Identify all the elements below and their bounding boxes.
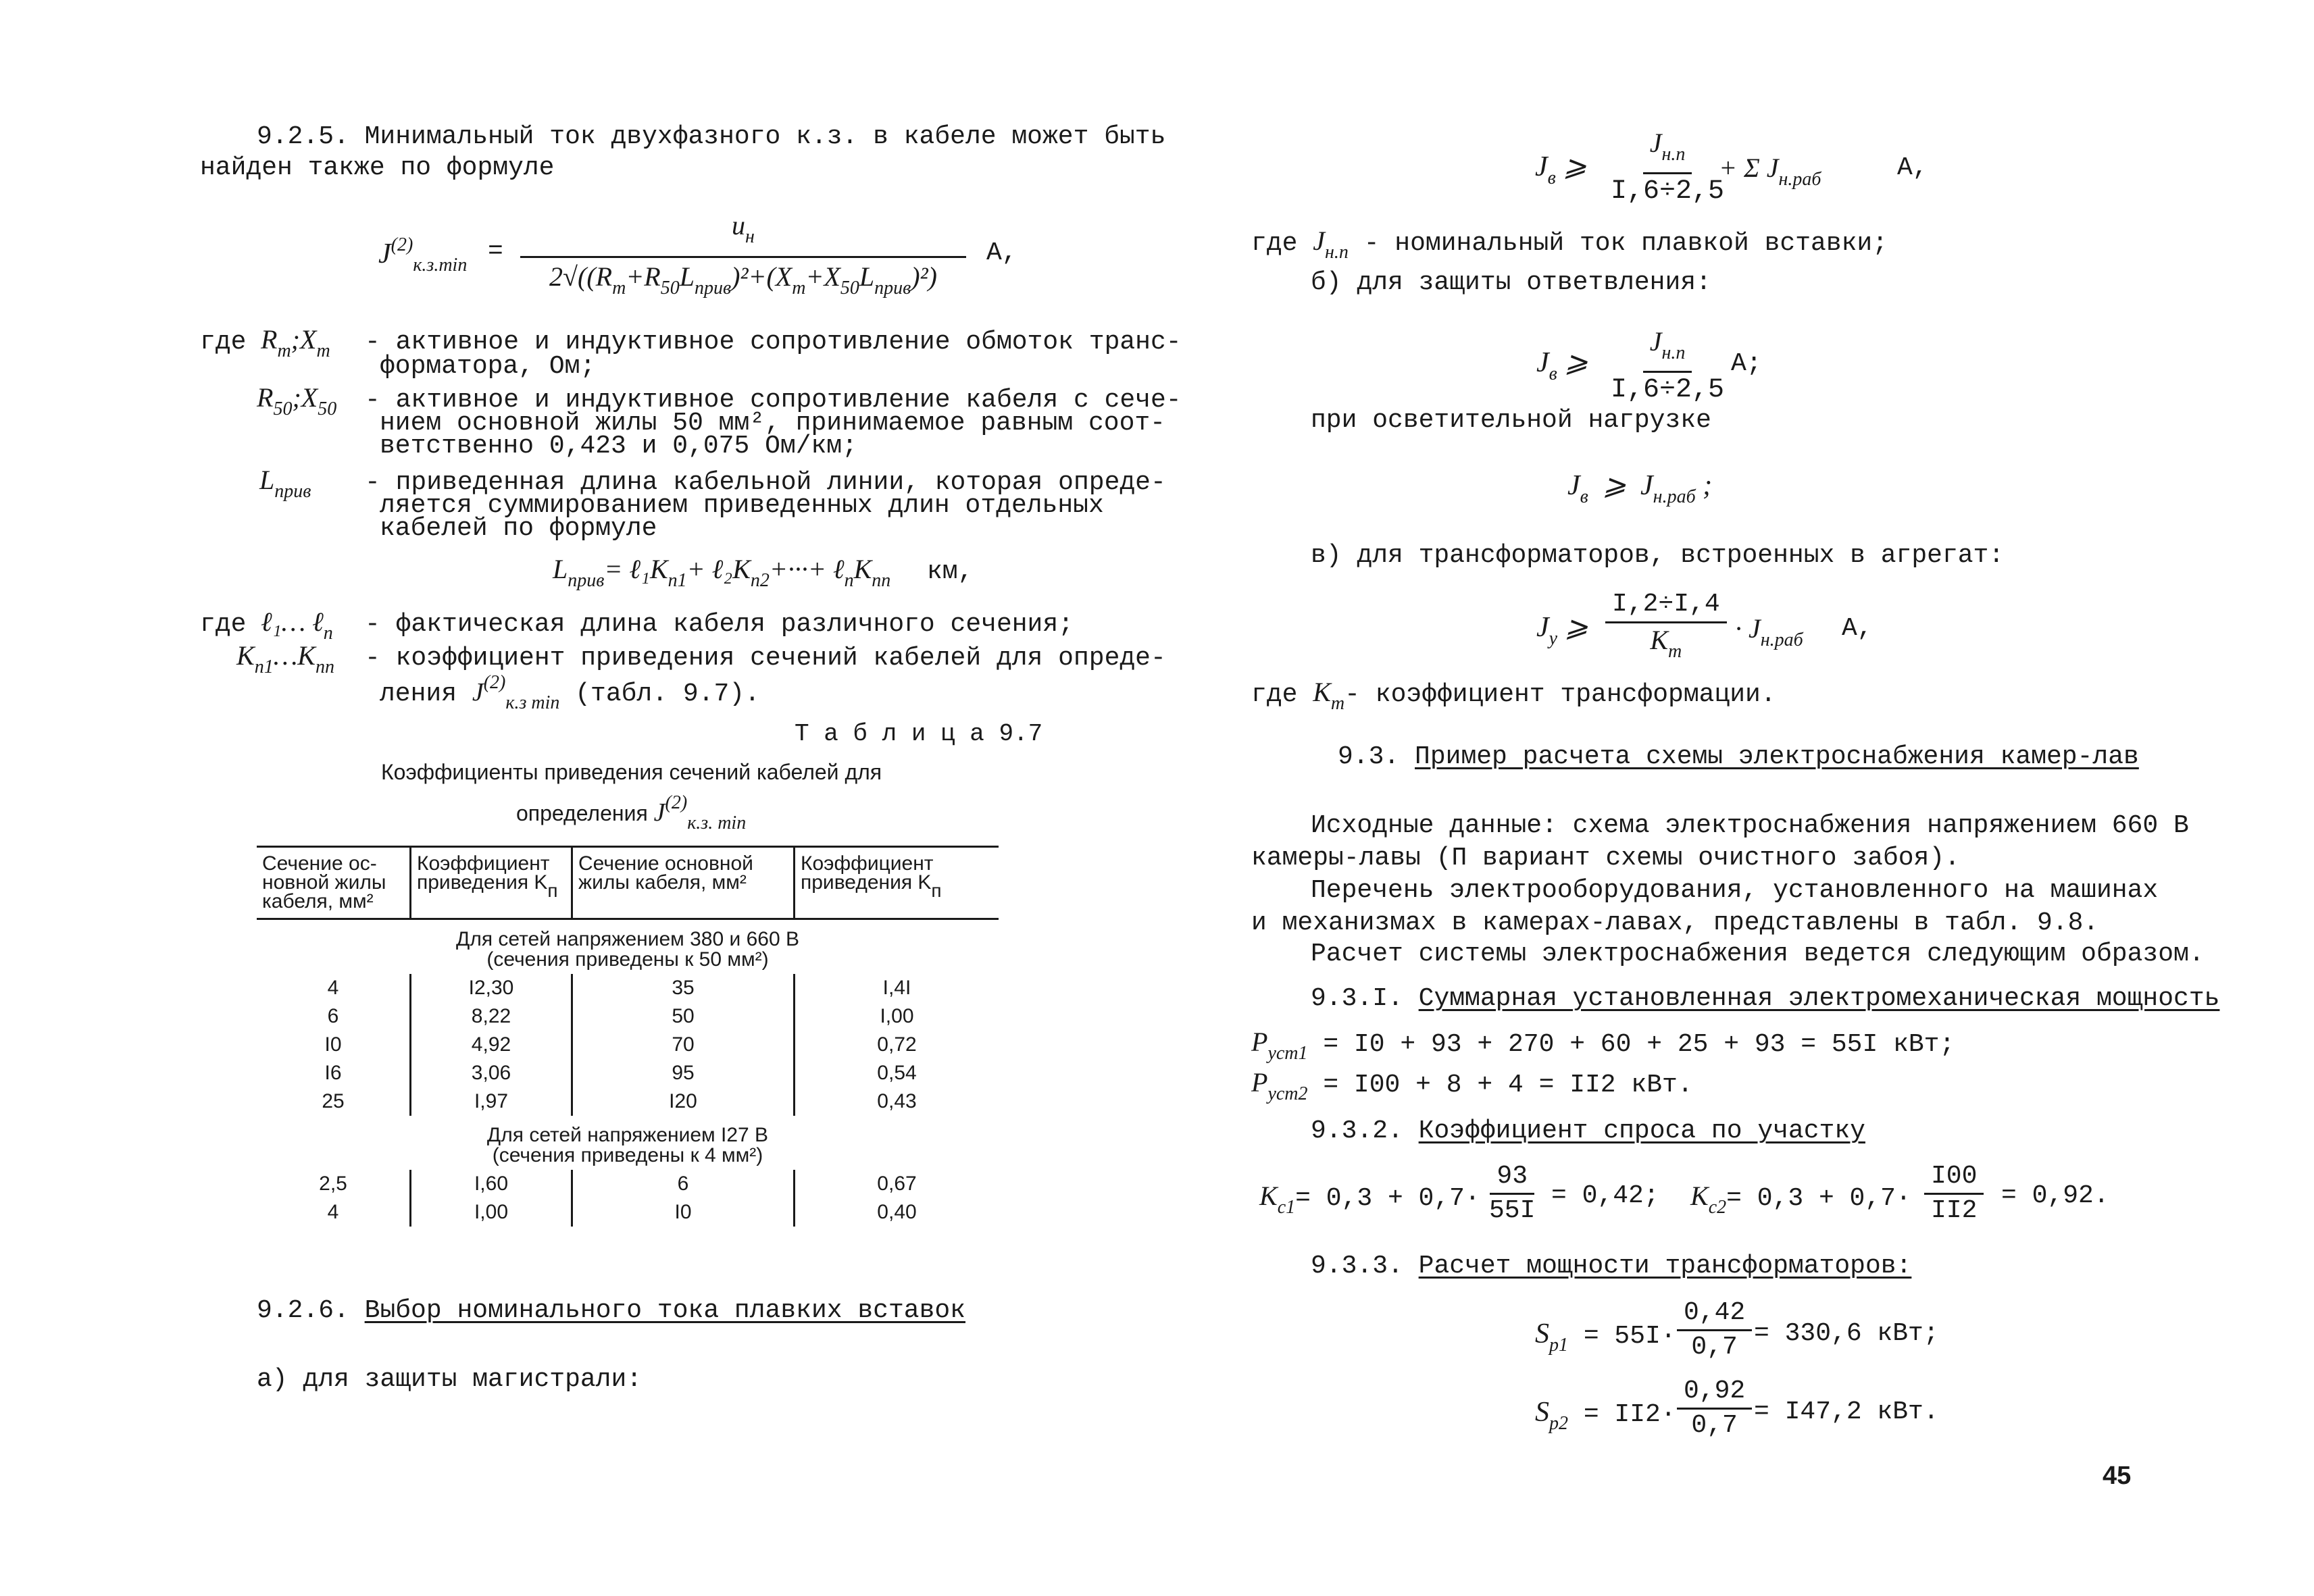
d4-line1: - фактическая длина кабеля различного сечения; — [365, 610, 1074, 639]
f11-result: = 330,6 кВт; — [1754, 1319, 1939, 1348]
p3-line1: Расчет системы электроснабжения ведется следующим образом. — [1311, 939, 2205, 969]
section-2-heading: Для сетей напряжением I27 В (сечения приведены к 4 мм²) — [486, 1124, 769, 1166]
d3-symbol: $L_{прив}$ — [259, 465, 311, 502]
d5-symbol: $K_{п1}\dots K_{пn}$ — [236, 640, 334, 677]
table-cell: 70 — [572, 1031, 795, 1059]
table-cell: I0 — [324, 1033, 342, 1056]
f1-num-sub: н — [745, 226, 755, 247]
where-3: где $J_{н.п}$ - номинальный ток плавкой вставки; — [1251, 226, 1888, 263]
table-cell: 0,54 — [795, 1059, 999, 1087]
d1-symbol: $R_т;X_т$ — [261, 324, 330, 361]
s933-heading: 9.3.3. Расчет мощности трансформаторов: — [1311, 1252, 1912, 1281]
d1-line1: - активное и индуктивное сопротивление обмоток транс- — [365, 328, 1182, 357]
table-cell: 25 — [322, 1090, 345, 1112]
table-cell: 3,06 — [411, 1059, 572, 1087]
f10-result: = 0,92. — [2001, 1181, 2109, 1210]
table-cell: 95 — [572, 1059, 795, 1087]
coefficient-table — [257, 846, 999, 1227]
table-cell: 0,72 — [795, 1031, 999, 1059]
table-cell: 4 — [327, 977, 339, 999]
formula-iv-light: $J_в$ ⩾ $J_{н.раб}$ ; — [1567, 470, 1713, 507]
table-cell: 4,92 — [411, 1031, 572, 1059]
d2-line2: нием основной жилы 50 мм², принимаемое равным соот- — [380, 409, 1165, 438]
table-row — [257, 1170, 999, 1198]
d5-line1: - коэффициент приведения сечений кабелей для опреде- — [365, 644, 1166, 673]
p925-line2: найден также по формуле — [200, 153, 555, 182]
d5-line2: ления $J^{(2)}_{к.з min}$ (табл. 9.7). — [380, 672, 760, 713]
p925-line1: 9.2.5. Минимальный ток двухфазного к.з. в кабеле может быть — [257, 122, 1166, 151]
formula-pust2: $P_{уст2} = I00 + 8 + 4 = II2$ кВт. — [1251, 1067, 1693, 1104]
formula-lpriv: $L_{прив}=$ $\ell_1K_{п1}+$ $\ell_2K_{п2}+\cdot\cdot\cdot+$ $\ell_nK_{пn}$ — [553, 554, 891, 591]
header-coeff-1: Коэффициент приведения Kп — [411, 847, 572, 919]
header-section-2: Сечение основной жилы кабеля, мм² — [572, 847, 795, 919]
page-number: 45 — [2103, 1462, 2132, 1490]
header-coeff-2: Коэффициент приведения Kп — [795, 847, 999, 919]
table-cell: I0 — [572, 1198, 795, 1227]
table-row — [257, 974, 999, 1002]
p926-heading: 9.2.6. Выбор номинального тока плавких вставок — [257, 1296, 965, 1325]
f1-sup: (2) — [391, 234, 413, 255]
p2-line1: Перечень электрооборудования, установленного на машинах — [1311, 876, 2159, 905]
table-cell: I,00 — [795, 1002, 999, 1031]
f2-unit: км, — [927, 557, 974, 586]
table-row — [257, 1031, 999, 1059]
p2-line2: и механизмах в камерах-лавах, представлены в табл. 9.8. — [1251, 908, 2099, 937]
d4-symbol: ℓ₁… ℓ$_n$ — [261, 607, 333, 644]
table-row — [257, 1059, 999, 1087]
where-1: где — [200, 328, 247, 357]
table-cell: 4 — [327, 1201, 339, 1223]
table-cell: I20 — [572, 1087, 795, 1116]
s931-heading: 9.3.I. Суммарная установленная электромеханическая мощность — [1311, 984, 2220, 1013]
d2-line1: - активное и индуктивное сопротивление кабеля с сече- — [365, 386, 1182, 415]
d3-line1: - приведенная длина кабельной линии, которая опреде- — [365, 468, 1166, 497]
table-cell: I2,30 — [411, 974, 572, 1002]
table-cell: I6 — [324, 1062, 342, 1084]
table-cell: 8,22 — [411, 1002, 572, 1031]
f1-sub: к.з.min — [413, 255, 468, 276]
table-row — [257, 1087, 999, 1116]
p926-item-a: а) для защиты магистрали: — [257, 1365, 643, 1394]
table-cell: 0,40 — [795, 1198, 999, 1227]
f1-unit: A, — [986, 238, 1017, 267]
f1-num: u — [732, 210, 746, 240]
where-2: где — [200, 610, 247, 639]
d1-line2: форматора, Ом; — [380, 352, 596, 381]
table-cell: 35 — [572, 974, 795, 1002]
table-row — [257, 1002, 999, 1031]
light-load: при осветительной нагрузке — [1311, 406, 1711, 435]
table-body — [257, 919, 999, 1227]
table-cell: I,97 — [411, 1087, 572, 1116]
table-row — [257, 1198, 999, 1227]
table-cell: 0,67 — [795, 1170, 999, 1198]
f3-unit: A, — [1897, 153, 1928, 182]
p1-line1: Исходные данные: схема электроснабжения напряжением 660 В — [1311, 811, 2189, 840]
section-1-heading: Для сетей напряжением 380 и 660 В (сечения приведены к 50 мм²) — [456, 928, 799, 971]
s93-heading: 9.3. Пример расчета схемы электроснабжения камер-лав — [1338, 742, 2139, 771]
header-section-1: Сечение ос- новной жилы кабеля, мм² — [257, 847, 411, 919]
s932-heading: 9.3.2. Коэффициент спроса по участку — [1311, 1116, 1865, 1145]
table-label: Т а б л и ц а 9.7 — [795, 720, 1043, 748]
table-cell: 0,43 — [795, 1087, 999, 1116]
f6-unit: A, — [1842, 614, 1873, 643]
table-cell: 50 — [572, 1002, 795, 1031]
d3-line3: кабелей по формуле — [380, 514, 657, 543]
d2-symbol: $R_{50};X_{50}$ — [257, 382, 337, 419]
f12-result: = I47,2 кВт. — [1754, 1397, 1939, 1426]
f9-result: = 0,42; — [1551, 1181, 1659, 1210]
table-cell: 6 — [572, 1170, 795, 1198]
table-cell: I,00 — [411, 1198, 572, 1227]
d3-line2: ляется суммированием приведенных длин отдельных — [380, 491, 1104, 520]
v-item: в) для трансформаторов, встроенных в агрегат: — [1311, 541, 2005, 570]
d2-line3: ветственно 0,423 и 0,075 Ом/км; — [380, 432, 857, 461]
b-item: б) для защиты ответвления: — [1311, 268, 1711, 297]
f4-unit: A; — [1731, 349, 1762, 378]
f1-den: $2√((R_т+R_{50}L_{прив})^2+(X_т+X_{50}L_{прив})^2)$ — [549, 261, 937, 299]
where-4: где $K_т-$ коэффициент трансформации. — [1251, 677, 1776, 714]
f1-lhs: J — [378, 238, 391, 269]
table-cell: I,4I — [795, 974, 999, 1002]
table-title-line1: Коэффициенты приведения сечений кабелей для — [381, 760, 882, 784]
table-header-row — [257, 847, 999, 919]
table-cell: 6 — [327, 1005, 339, 1027]
formula-pust1: $P_{уст1} = I0 + 93 + 270 + 60 + 25 + 93 = 55I$ кВт; — [1251, 1027, 1955, 1064]
table-cell: I,60 — [411, 1170, 572, 1198]
table-title-line2: определения $J^{(2)}_{к.з. min}$ — [516, 792, 747, 833]
table-cell: 2,5 — [319, 1173, 347, 1195]
p1-line2: камеры-лавы (П вариант схемы очистного забоя). — [1251, 844, 1960, 873]
